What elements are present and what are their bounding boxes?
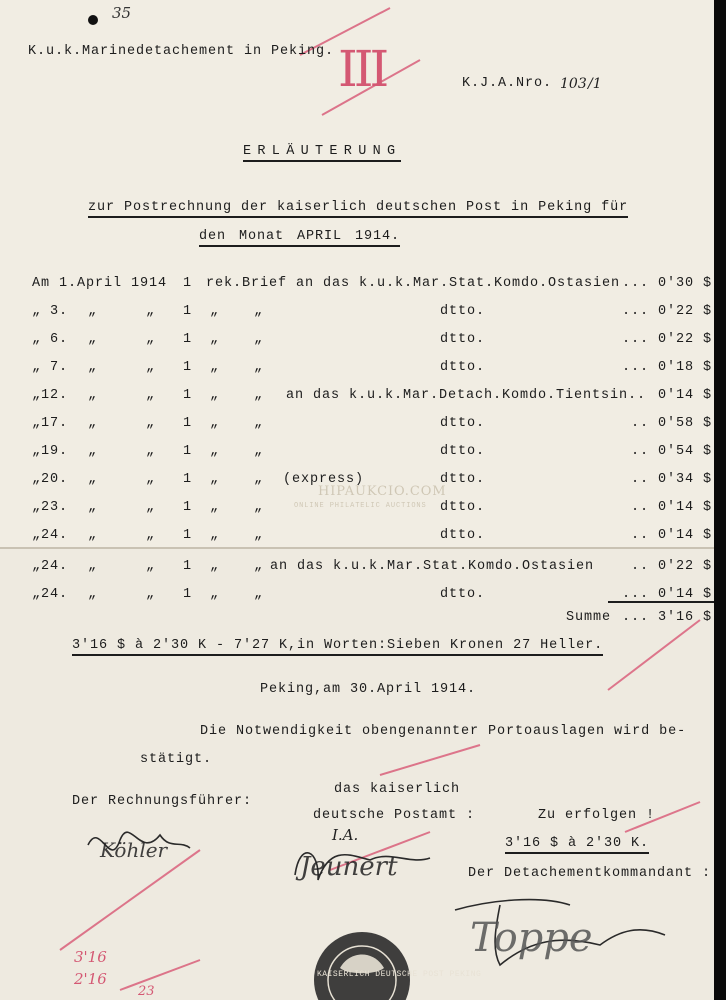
row-date: „19. <box>32 444 69 459</box>
row-count: 1 <box>183 472 193 487</box>
row-date: „ 6. <box>32 332 69 347</box>
row-count: 1 <box>183 304 193 319</box>
row-ditto-mark: „ <box>254 528 264 543</box>
unit-name: K.u.k.Marinedetachement in Peking. <box>28 44 335 59</box>
row-ditto-mark: „ <box>254 472 264 487</box>
pencil-sum-2: 2'16 <box>74 970 107 988</box>
row-dtto: dtto. <box>440 444 486 459</box>
sum-label: Summe <box>566 610 612 625</box>
row-amount: ... 0'18 $ <box>621 360 712 375</box>
row-date: „ 7. <box>32 360 69 375</box>
row-amount: ... 0'14 $ <box>621 587 712 602</box>
place-date: Peking,am 30.April 1914. <box>260 682 477 697</box>
row-ditto-mark: „ <box>254 360 264 375</box>
row-dtto: dtto. <box>440 360 486 375</box>
commander-signature: Toppe <box>470 915 593 961</box>
post-office-line-1: das kaiserlich <box>334 782 461 797</box>
row-ditto-mark: „ <box>254 304 264 319</box>
pencil-stroke <box>60 850 200 950</box>
row-ditto-mark: „ <box>88 304 98 319</box>
row-amount: .. 0'14 $ <box>630 500 712 515</box>
row-dtto: dtto. <box>440 528 486 543</box>
row-ditto-mark: „ <box>88 500 98 515</box>
row-description: rek.Brief an das k.u.k.Mar.Stat.Komdo.Ostasien <box>206 276 621 291</box>
document-title: ERLÄUTERUNG <box>243 144 401 162</box>
row-ditto-mark: „ <box>254 416 264 431</box>
pencil-sum-3: 23 <box>138 984 155 999</box>
row-count: 1 <box>183 332 193 347</box>
row-ditto-mark: „ <box>146 559 156 574</box>
row-ditto-mark: „ <box>210 360 220 375</box>
watermark-site: HIPAUKCIO.COM <box>318 484 447 499</box>
row-ditto-mark: „ <box>254 388 264 403</box>
sum-value: ... 3'16 $ <box>621 610 712 625</box>
row-date: Am 1.April 1914 <box>32 276 168 291</box>
row-ditto-mark: „ <box>210 444 220 459</box>
accountant-signature: Köhler <box>100 838 168 862</box>
pencil-stroke <box>380 745 480 775</box>
row-ditto-mark: „ <box>88 472 98 487</box>
row-ditto-mark: „ <box>210 500 220 515</box>
row-amount: ... 0'22 $ <box>621 304 712 319</box>
row-ditto-mark: „ <box>210 304 220 319</box>
row-ditto-mark: „ <box>146 587 156 602</box>
row-date: „24. <box>32 528 69 543</box>
row-count: 1 <box>183 559 193 574</box>
confirmation-line-1: Die Notwendigkeit obengenannter Portoauslagen wird be- <box>200 724 687 739</box>
row-ditto-mark: „ <box>210 416 220 431</box>
reference-number: 103 <box>560 76 587 92</box>
row-ditto-mark: „ <box>254 587 264 602</box>
pencil-sum-1: 3'16 <box>74 948 107 966</box>
row-description: (express) <box>283 472 365 487</box>
row-date: „24. <box>32 587 69 602</box>
row-date: „24. <box>32 559 69 574</box>
row-dtto: dtto. <box>440 304 486 319</box>
row-date: „12. <box>32 388 69 403</box>
row-date: „20. <box>32 472 69 487</box>
row-ditto-mark: „ <box>254 559 264 574</box>
row-count: 1 <box>183 416 193 431</box>
row-date: „ 3. <box>32 304 69 319</box>
row-date: „17. <box>32 416 69 431</box>
row-ditto-mark: „ <box>254 500 264 515</box>
row-count: 1 <box>183 500 193 515</box>
row-dtto: dtto. <box>440 472 486 487</box>
post-stamp <box>314 932 410 1000</box>
row-dtto: dtto. <box>440 416 486 431</box>
row-dtto: dtto. <box>440 500 486 515</box>
row-ditto-mark: „ <box>146 360 156 375</box>
row-ditto-mark: „ <box>210 388 220 403</box>
row-ditto-mark: „ <box>210 559 220 574</box>
row-dtto: dtto. <box>440 587 486 602</box>
row-ditto-mark: „ <box>254 444 264 459</box>
row-description: an das k.u.k.Mar.Stat.Komdo.Ostasien <box>270 559 595 574</box>
row-ditto-mark: „ <box>210 587 220 602</box>
row-amount: .. 0'58 $ <box>630 416 712 431</box>
corner-pencil-mark: 35 <box>112 4 132 22</box>
reference-suffix: /1 <box>588 76 602 92</box>
row-count: 1 <box>183 587 193 602</box>
row-dtto: dtto. <box>440 332 486 347</box>
post-office-line-2: deutsche Postamt : <box>313 808 476 823</box>
row-ditto-mark: „ <box>88 332 98 347</box>
row-amount: .. 0'14 $ <box>630 528 712 543</box>
commander-label: Der Detachementkommandant : <box>468 866 712 881</box>
row-amount: ... 0'30 $ <box>621 276 712 291</box>
row-ditto-mark: „ <box>88 559 98 574</box>
row-ditto-mark: „ <box>146 528 156 543</box>
row-ditto-mark: „ <box>88 388 98 403</box>
reference-label: K.J.A.Nro. <box>462 76 553 91</box>
row-ditto-mark: „ <box>88 416 98 431</box>
row-ditto-mark: „ <box>146 388 156 403</box>
row-ditto-mark: „ <box>146 444 156 459</box>
row-amount: .. 0'22 $ <box>630 559 712 574</box>
watermark-tagline: ONLINE PHILATELIC AUCTIONS <box>294 502 427 510</box>
row-ditto-mark: „ <box>88 587 98 602</box>
post-office-ia: I.A. <box>332 826 359 844</box>
row-ditto-mark: „ <box>146 416 156 431</box>
stamp-text: KAISERLICH DEUTSCHE POST PEKING <box>317 970 482 979</box>
row-count: 1 <box>183 360 193 375</box>
row-ditto-mark: „ <box>210 472 220 487</box>
row-count: 1 <box>183 276 193 291</box>
row-ditto-mark: „ <box>146 332 156 347</box>
payment-order-line-1: Zu erfolgen ! <box>538 808 656 823</box>
row-description: an das k.u.k.Mar.Detach.Komdo.Tientsin.. <box>286 388 647 403</box>
row-count: 1 <box>183 528 193 543</box>
subtitle-line-1: zur Postrechnung der kaiserlich deutschen Post in Peking für <box>88 200 628 218</box>
row-ditto-mark: „ <box>88 360 98 375</box>
row-count: 1 <box>183 388 193 403</box>
row-date: „23. <box>32 500 69 515</box>
accountant-label: Der Rechnungsführer: <box>72 794 253 809</box>
row-amount: .. 0'34 $ <box>630 472 712 487</box>
row-ditto-mark: „ <box>146 500 156 515</box>
post-office-signature: Jeunert <box>300 852 398 882</box>
row-amount: .. 0'54 $ <box>630 444 712 459</box>
subtitle-line-2: den Monat APRIL 1914. <box>199 229 400 247</box>
payment-order-line-2: 3'16 $ à 2'30 K. <box>505 836 649 854</box>
pencil-stroke <box>608 620 700 690</box>
roman-pencil-mark: III <box>338 40 386 98</box>
row-ditto-mark: „ <box>146 472 156 487</box>
conversion-line: 3'16 $ à 2'30 K - 7'27 K,in Worten:Sieben Kronen 27 Heller. <box>72 638 603 656</box>
row-ditto-mark: „ <box>210 528 220 543</box>
row-ditto-mark: „ <box>254 332 264 347</box>
row-ditto-mark: „ <box>88 444 98 459</box>
pencil-stroke <box>120 960 200 990</box>
row-amount: 0'14 $ <box>657 388 712 403</box>
row-ditto-mark: „ <box>88 528 98 543</box>
confirmation-line-2: stätigt. <box>140 752 213 767</box>
row-ditto-mark: „ <box>146 304 156 319</box>
row-amount: ... 0'22 $ <box>621 332 712 347</box>
row-ditto-mark: „ <box>210 332 220 347</box>
row-count: 1 <box>183 444 193 459</box>
